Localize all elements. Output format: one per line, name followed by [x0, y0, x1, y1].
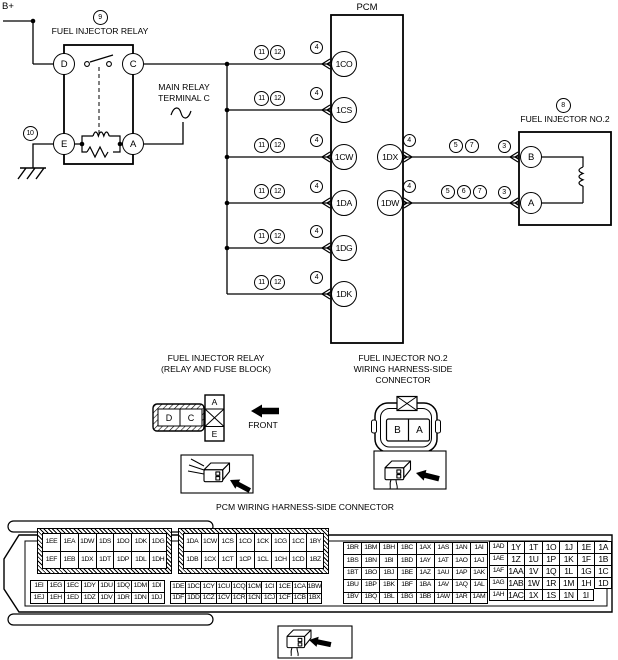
chevron-right-icons — [399, 152, 523, 208]
relay-terminal-e: E — [53, 133, 75, 155]
pin-cell: 1BE — [397, 567, 415, 579]
pin-cell: 1AF — [489, 565, 507, 577]
pin-cell: 1EA — [60, 533, 78, 551]
pin-cell: 1S — [542, 589, 560, 601]
pin-cell: 1AV — [434, 579, 452, 591]
pin-cell: 1AZ — [416, 567, 434, 579]
pin-cell: 1CU — [216, 581, 231, 593]
relay-connector-cell-d: D — [165, 413, 173, 423]
pin-cell: 1AO — [452, 554, 470, 566]
pin-cell: 1I — [577, 589, 595, 601]
wire-callout-12: 12 — [270, 229, 285, 244]
pin-cell: 1BW — [307, 581, 322, 593]
pin-cell: 1BR — [343, 542, 361, 554]
relay-title: FUEL INJECTOR RELAY — [51, 26, 149, 36]
injector-connector-photo-icon — [374, 451, 446, 489]
pin-cell: 1DK — [131, 533, 149, 551]
pin-cell: 1DH — [149, 551, 167, 569]
injector-connector-cell-b: B — [394, 424, 401, 436]
pin-cell: 1BZ — [306, 551, 324, 569]
pin-cell: 1BA — [416, 579, 434, 591]
pin-cell: 1DL — [131, 551, 149, 569]
pin-cell: 1DI — [148, 580, 165, 592]
pcm-pin-1cw: 1CW — [331, 144, 357, 170]
pin-cell: 1EF — [42, 551, 60, 569]
pin-cell: 1BU — [343, 579, 361, 591]
pin-cell: 1CI — [261, 581, 276, 593]
relay-output-lines — [144, 64, 227, 144]
pin-cell: 1AD — [489, 541, 507, 553]
pin-cell: 1BG — [397, 592, 415, 604]
pin-cell: 1CE — [276, 581, 291, 593]
pcm-pin-1da: 1DA — [331, 190, 357, 216]
pin-cell: 1AI — [470, 542, 488, 554]
wire-callout-7: 7 — [473, 185, 487, 199]
pin-cell: 1D — [594, 577, 612, 589]
pcm-pin-1dx: 1DX — [377, 144, 403, 170]
pin-cell: 1CC — [289, 533, 307, 551]
pin-cell: 1BP — [361, 579, 379, 591]
pin-cell: 1G — [577, 565, 595, 577]
front-arrow-icon — [251, 405, 279, 418]
injector-connector-title-line2: WIRING HARNESS-SIDE — [353, 364, 453, 374]
callout-10: 10 — [23, 126, 38, 141]
pin-cell: 1CS — [218, 533, 236, 551]
battery-positive-label: B+ — [2, 1, 14, 12]
pin-cell: 1AK — [470, 567, 488, 579]
injector-title: FUEL INJECTOR NO.2 — [520, 114, 610, 124]
pin-cell: 1E — [577, 541, 595, 553]
wire-callout-4: 4 — [403, 180, 416, 193]
pin-cell: 1AC — [508, 589, 524, 600]
pin-cell: 1DX — [78, 551, 96, 569]
pin-cell: 1N — [559, 589, 577, 601]
pin-cell: 1CV — [216, 593, 231, 605]
pin-cell: 1P — [542, 553, 560, 565]
injector-terminal-b: B — [520, 146, 542, 168]
pin-cell: 1BB — [416, 592, 434, 604]
pin-cell: 1BJ — [379, 567, 397, 579]
wire-callout-5: 5 — [449, 139, 463, 153]
pin-cell: 1BY — [306, 533, 324, 551]
pcm-pin-1cs: 1CS — [331, 97, 357, 123]
wire-callout-4: 4 — [310, 180, 323, 193]
wire-callout-4: 4 — [310, 134, 323, 147]
pin-cell: 1DM — [131, 580, 148, 592]
wire-callout-4: 4 — [403, 134, 416, 147]
front-label: FRONT — [248, 420, 278, 430]
pcm-connector-photo-icon — [278, 626, 352, 658]
pin-cell: 1AU — [434, 567, 452, 579]
break-symbol-icon — [171, 108, 191, 118]
pin-cell: 1DV — [98, 592, 115, 604]
pin-cell: 1AX — [416, 542, 434, 554]
callout-8: 8 — [556, 98, 571, 113]
pin-cell: 1CK — [254, 533, 272, 551]
pin-cell: 1CW — [201, 533, 219, 551]
relay-connector-cell-e: E — [211, 429, 218, 439]
pin-cell: 1F — [577, 553, 595, 565]
wire-callout-6: 6 — [457, 185, 471, 199]
pin-cell: 1BD — [397, 554, 415, 566]
pin-cell: 1EE — [42, 533, 60, 551]
pin-cell: 1CP — [236, 551, 254, 569]
wire-callout-4: 4 — [310, 225, 323, 238]
pin-cell: 1BS — [343, 554, 361, 566]
pin-cell: 1AL — [470, 579, 488, 591]
pcm-pin-1dw: 1DW — [377, 190, 403, 216]
pin-cell: 1H — [577, 577, 595, 589]
relay-connector-title-line1: FUEL INJECTOR RELAY — [167, 353, 265, 363]
pin-cell: 1CY — [200, 581, 215, 593]
injector-connector-title-line3: CONNECTOR — [375, 375, 431, 385]
wire-callout-11: 11 — [254, 45, 269, 60]
pin-cell: 1T — [524, 541, 542, 553]
callout-9: 9 — [93, 10, 108, 25]
relay-switch — [85, 55, 113, 66]
pin-cell: 1CG — [271, 533, 289, 551]
pin-cell: 1BX — [307, 593, 322, 605]
pin-cell: 1BO — [361, 567, 379, 579]
ground-line — [33, 144, 53, 168]
main-relay-note-line1: MAIN RELAY — [158, 82, 210, 92]
pin-cell: 1CT — [218, 551, 236, 569]
pin-cell: 1CZ — [200, 593, 215, 605]
pin-cell: 1BN — [361, 554, 379, 566]
pcm-title: PCM — [356, 2, 378, 13]
pin-cell: 1BM — [361, 542, 379, 554]
pcm-connector-housing — [4, 521, 612, 625]
pin-cell: 1CX — [201, 551, 219, 569]
pin-cell: 1BV — [343, 592, 361, 604]
pin-cell: 1DP — [113, 551, 131, 569]
pin-cell: 1DU — [98, 580, 115, 592]
pin-cell: 1BK — [379, 579, 397, 591]
relay-terminal-a: A — [122, 133, 144, 155]
wire-callout-11: 11 — [254, 229, 269, 244]
injector-connector-cell-a: A — [416, 424, 423, 436]
pin-cell: 1R — [542, 577, 560, 589]
relay-connector-photo-icon — [181, 455, 253, 495]
pin-cell: 1AM — [470, 592, 488, 604]
wire-callout-11: 11 — [254, 91, 269, 106]
pin-cell: 1EB — [60, 551, 78, 569]
pin-cell: 1DY — [81, 580, 98, 592]
pin-cell: 1CO — [236, 533, 254, 551]
relay-connector-title-line2: (RELAY AND FUSE BLOCK) — [161, 364, 271, 374]
pin-cell: 1DF — [170, 593, 185, 605]
pin-cell: 1AS — [434, 542, 452, 554]
pin-cell: 1M — [559, 577, 577, 589]
pin-cell: 1CF — [276, 593, 291, 605]
pin-cell: 1DN — [131, 592, 148, 604]
pin-cell: 1AR — [452, 592, 470, 604]
ground-icon — [18, 168, 46, 179]
pin-cell: 1O — [542, 541, 560, 553]
pin-cell: 1DW — [78, 533, 96, 551]
pin-cell: 1DZ — [81, 592, 98, 604]
relay-coil-resistor — [75, 132, 122, 157]
pin-cell: 1BI — [379, 554, 397, 566]
pin-cell: 1AJ — [470, 554, 488, 566]
wire-callout-12: 12 — [270, 184, 285, 199]
wire-callout-3: 3 — [498, 186, 511, 199]
pin-cell: 1BT — [343, 567, 361, 579]
pin-cell: 1AH — [489, 589, 507, 601]
injector-connector-title-line1: FUEL INJECTOR NO.2 — [358, 353, 448, 363]
pin-cell: 1ED — [64, 592, 81, 604]
pin-cell: 1DB — [183, 551, 201, 569]
wire-callout-12: 12 — [270, 91, 285, 106]
pin-cell: 1EG — [47, 580, 64, 592]
pcm-pin-1dg: 1DG — [331, 235, 357, 261]
wire-callout-12: 12 — [270, 45, 285, 60]
pin-cell: 1AQ — [452, 579, 470, 591]
pcm-pin-1dk: 1DK — [331, 281, 357, 307]
pin-cell: 1W — [524, 577, 542, 589]
pin-cell: 1CB — [292, 593, 307, 605]
pin-cell: 1DD — [185, 593, 200, 605]
pin-cell: 1CN — [246, 593, 261, 605]
pcm-pin-1co: 1CO — [331, 51, 357, 77]
relay-connector-cell-c: C — [187, 413, 195, 423]
pin-cell: 1Q — [542, 565, 560, 577]
pin-cell: 1DO — [113, 533, 131, 551]
pin-cell: 1DE — [170, 581, 185, 593]
pin-cell: 1EH — [47, 592, 64, 604]
wire-callout-12: 12 — [270, 138, 285, 153]
pin-cell: 1BL — [379, 592, 397, 604]
pin-cell: 1DS — [96, 533, 114, 551]
relay-connector-cell-a: A — [211, 397, 218, 407]
wire-callout-11: 11 — [254, 275, 269, 290]
wire-callout-11: 11 — [254, 138, 269, 153]
pin-cell: 1BQ — [361, 592, 379, 604]
pin-cell: 1EI — [30, 580, 47, 592]
pin-cell: 1AA — [508, 566, 524, 577]
wire-callout-3: 3 — [498, 140, 511, 153]
relay-terminal-c: C — [122, 53, 144, 75]
pin-cell: 1DG — [149, 533, 167, 551]
pin-cell: 1CD — [289, 551, 307, 569]
pin-cell: 1CH — [271, 551, 289, 569]
wire-callout-11: 11 — [254, 184, 269, 199]
pin-cell: 1B — [594, 553, 612, 565]
pin-cell: 1V — [524, 565, 542, 577]
wire-callout-12: 12 — [270, 275, 285, 290]
wire-callout-4: 4 — [310, 87, 323, 100]
wire-callout-5: 5 — [441, 185, 455, 199]
pin-cell: 1EC — [64, 580, 81, 592]
pin-cell: 1DC — [185, 581, 200, 593]
pin-cell: 1AW — [434, 592, 452, 604]
pin-cell: 1AG — [489, 577, 507, 589]
pin-cell: 1CR — [231, 593, 246, 605]
pin-cell: 1DJ — [148, 592, 165, 604]
pin-cell: 1BF — [397, 579, 415, 591]
pcm-connector-title: PCM WIRING HARNESS-SIDE CONNECTOR — [216, 502, 394, 512]
pin-cell: 1CQ — [231, 581, 246, 593]
pin-cell: 1K — [559, 553, 577, 565]
pin-cell: 1X — [524, 589, 542, 601]
pin-cell: 1EJ — [30, 592, 47, 604]
pin-cell: 1CJ — [261, 593, 276, 605]
wire-callout-4: 4 — [310, 41, 323, 54]
pin-cell: 1J — [559, 541, 577, 553]
pin-cell: 1AP — [452, 567, 470, 579]
pin-cell: 1AB — [508, 578, 524, 589]
pin-cell: 1DR — [114, 592, 131, 604]
pin-cell: 1A — [594, 541, 612, 553]
pin-cell: 1DA — [183, 533, 201, 551]
wire-callout-4: 4 — [310, 271, 323, 284]
pin-cell: 1DQ — [114, 580, 131, 592]
pin-cell: 1C — [594, 565, 612, 577]
wire-callout-7: 7 — [465, 139, 479, 153]
pin-cell: 1CM — [246, 581, 261, 593]
pin-cell: 1AN — [452, 542, 470, 554]
pin-cell: 1AY — [416, 554, 434, 566]
relay-terminal-d: D — [53, 53, 75, 75]
pin-cell: 1BH — [379, 542, 397, 554]
pin-cell: 1Z — [507, 553, 525, 565]
pin-cell: 1CL — [254, 551, 272, 569]
pin-cell: 1L — [559, 565, 577, 577]
pin-cell: 1AT — [434, 554, 452, 566]
pin-cell: 1DT — [96, 551, 114, 569]
pin-cell: 1U — [524, 553, 542, 565]
main-relay-note-line2: TERMINAL C — [158, 93, 210, 103]
pin-cell: 1AE — [489, 553, 507, 565]
pin-cell: 1Y — [507, 541, 525, 553]
pin-cell: 1CA — [292, 581, 307, 593]
pin-cell: 1BC — [397, 542, 415, 554]
injector-terminal-a: A — [520, 192, 542, 214]
